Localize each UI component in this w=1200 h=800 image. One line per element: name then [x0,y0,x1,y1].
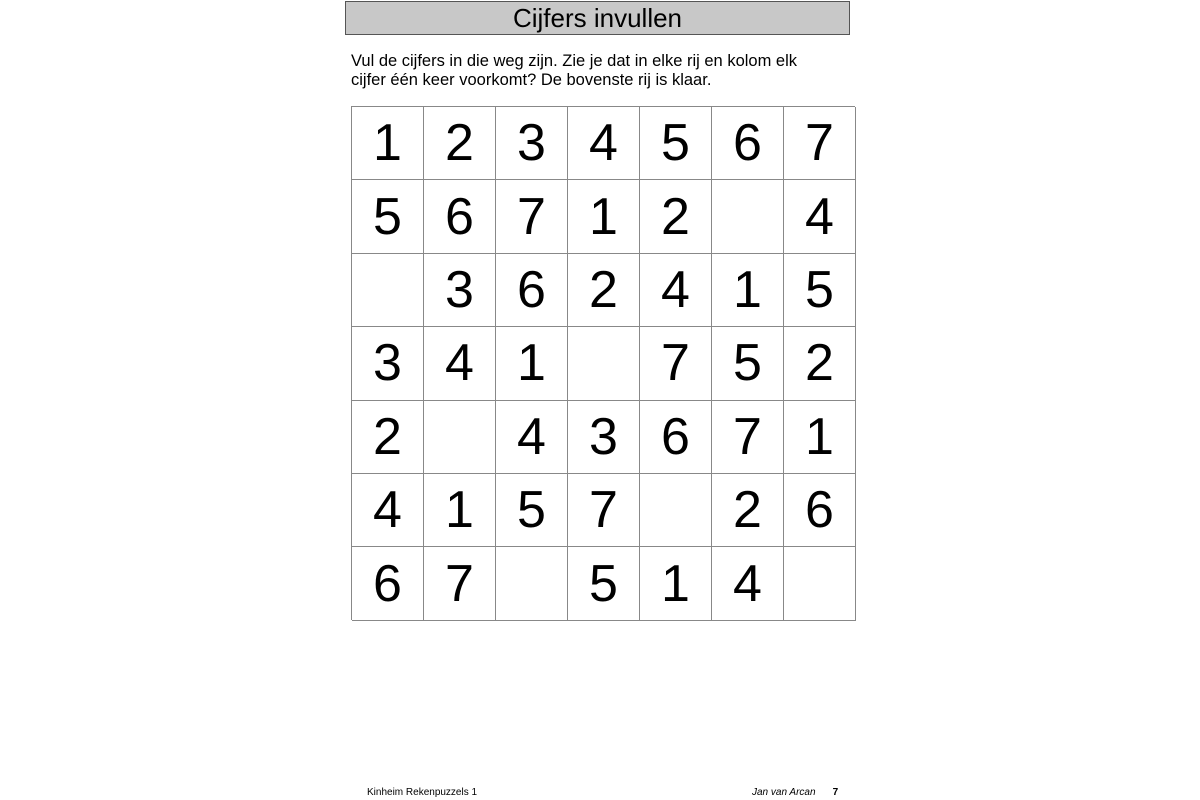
grid-cell: 6 [352,547,424,620]
grid-cell-empty[interactable] [352,254,424,327]
grid-cell: 5 [712,327,784,400]
grid-cell: 2 [568,254,640,327]
grid-cell: 5 [568,547,640,620]
grid-cell: 2 [712,474,784,547]
grid-cell: 7 [424,547,496,620]
grid-cell: 7 [712,401,784,474]
grid-cell-empty[interactable] [640,474,712,547]
grid-cell: 7 [496,180,568,253]
grid-cell: 7 [784,107,856,180]
grid-cell: 5 [496,474,568,547]
grid-cell-empty[interactable] [496,547,568,620]
grid-cell: 7 [568,474,640,547]
grid-cell: 1 [568,180,640,253]
grid-cell: 4 [784,180,856,253]
grid-cell: 1 [640,547,712,620]
grid-cell: 4 [424,327,496,400]
grid-cell: 2 [784,327,856,400]
instructions-line-2: cijfer één keer voorkomt? De bovenste rij is klaar. [351,71,712,89]
grid-cell: 6 [424,180,496,253]
grid-cell: 1 [784,401,856,474]
grid-cell: 2 [352,401,424,474]
footer-book-title: Kinheim Rekenpuzzels 1 [367,787,478,798]
grid-cell: 5 [352,180,424,253]
number-grid [351,106,855,620]
grid-cell: 7 [640,327,712,400]
grid-cell-empty[interactable] [712,180,784,253]
grid-cell: 6 [496,254,568,327]
grid-cell: 4 [352,474,424,547]
grid-cell: 6 [784,474,856,547]
instructions [351,52,851,90]
grid-cell: 1 [352,107,424,180]
grid-cell-empty[interactable] [568,327,640,400]
grid-cell: 6 [712,107,784,180]
grid-cell: 3 [568,401,640,474]
page-number: 7 [832,787,839,798]
grid-cell: 4 [640,254,712,327]
page-title-bar [345,1,850,35]
grid-cell: 3 [496,107,568,180]
grid-cell: 1 [496,327,568,400]
grid-cell: 1 [424,474,496,547]
grid-cell: 5 [784,254,856,327]
grid-cell: 1 [712,254,784,327]
grid-cell: 5 [640,107,712,180]
grid-cell: 4 [568,107,640,180]
grid-cell-empty[interactable] [784,547,856,620]
instructions-line-1: Vul de cijfers in die weg zijn. Zie je dat in elke rij en kolom elk [351,52,798,70]
footer-right [752,787,838,799]
grid-cell: 4 [712,547,784,620]
grid-cell-empty[interactable] [424,401,496,474]
grid-cell: 3 [424,254,496,327]
grid-cell: 2 [640,180,712,253]
grid-cell: 4 [496,401,568,474]
grid-cell: 6 [640,401,712,474]
footer-author: Jan van Arcan [752,787,816,798]
grid-cell: 3 [352,327,424,400]
grid-cell: 2 [424,107,496,180]
page-title: Cijfers invullen [512,3,683,33]
